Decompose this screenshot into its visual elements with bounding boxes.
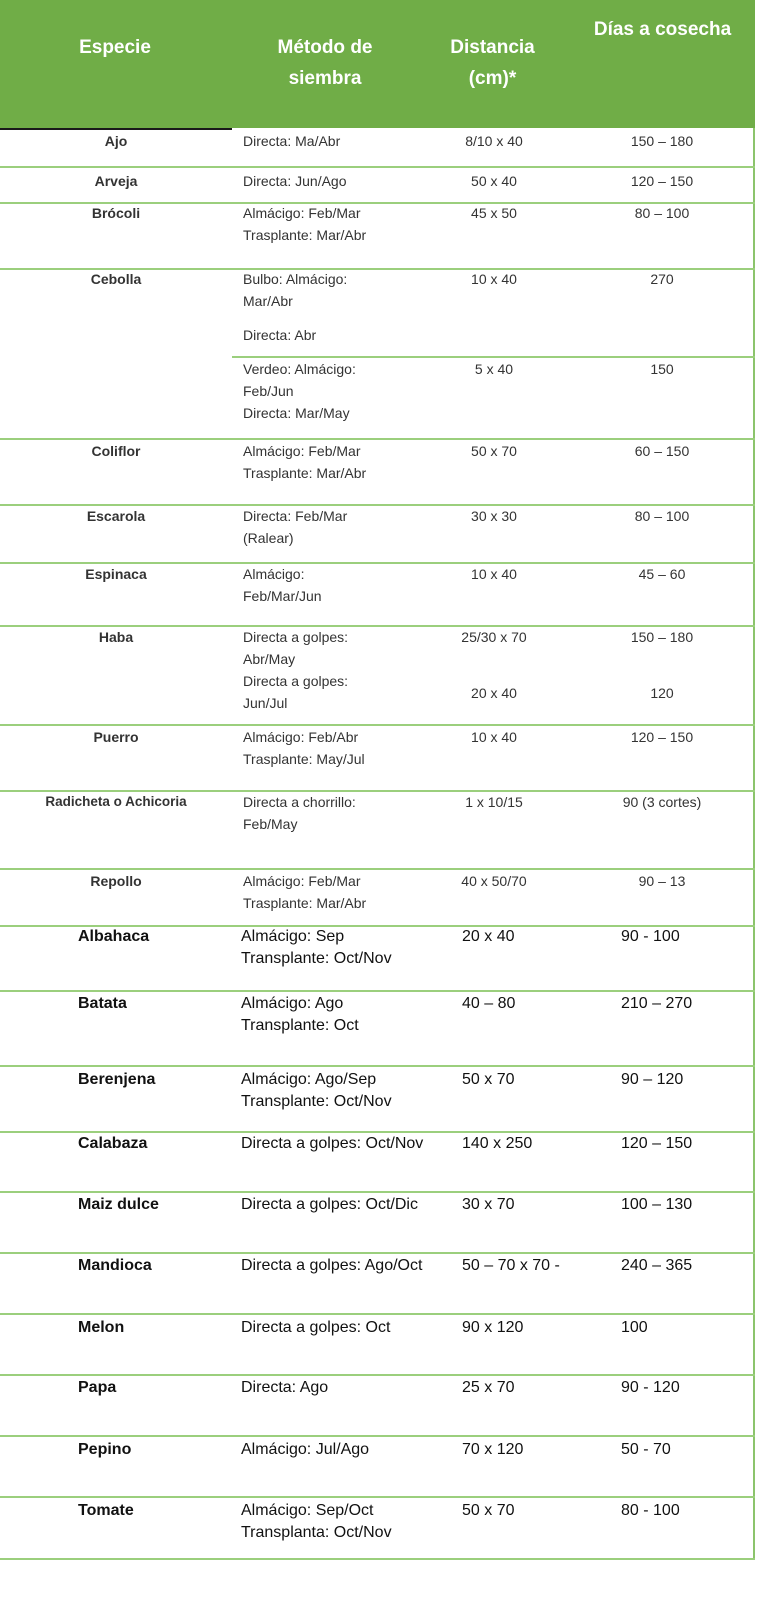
days-cell: 80 - 100 bbox=[621, 1502, 680, 1519]
table-header bbox=[0, 0, 755, 128]
species-cell: Espinaca bbox=[85, 566, 147, 582]
method-cell: Directa a golpes: Oct/Nov bbox=[241, 1135, 424, 1152]
table-row bbox=[0, 626, 784, 724]
days-cell: 270 bbox=[650, 271, 674, 287]
method-cell: Almácigo: Ago Transplante: Oct bbox=[241, 995, 359, 1034]
table-row bbox=[0, 358, 784, 438]
distance-cell: 50 x 70 bbox=[462, 1071, 515, 1088]
days-cell-2: 120 bbox=[650, 685, 674, 701]
distance-cell: 140 x 250 bbox=[462, 1135, 533, 1152]
days-cell: 100 – 130 bbox=[621, 1196, 693, 1213]
row-divider bbox=[0, 1313, 755, 1315]
distance-cell: 25/30 x 70 bbox=[461, 629, 527, 645]
method-cell: Directa: Jun/Ago bbox=[243, 173, 347, 189]
table-row bbox=[0, 926, 784, 990]
distance-cell: 25 x 70 bbox=[462, 1379, 515, 1396]
row-divider bbox=[0, 1496, 755, 1498]
table-row bbox=[0, 440, 784, 504]
table-row bbox=[0, 128, 784, 166]
days-cell: 150 bbox=[650, 361, 674, 377]
table-row bbox=[0, 1069, 784, 1131]
distance-cell-2: 20 x 40 bbox=[471, 685, 517, 701]
table-row bbox=[0, 268, 784, 356]
table-row bbox=[0, 505, 784, 562]
distance-cell: 50 – 70 x 70 - bbox=[462, 1257, 560, 1274]
species-cell: Pepino bbox=[78, 1441, 132, 1458]
days-cell: 80 – 100 bbox=[634, 508, 690, 524]
table-row bbox=[0, 1500, 784, 1558]
days-cell: 90 - 100 bbox=[621, 928, 680, 945]
table-row bbox=[0, 791, 784, 869]
days-cell: 60 – 150 bbox=[634, 443, 690, 459]
distance-cell: 10 x 40 bbox=[471, 271, 517, 287]
method-cell: Directa a golpes: Abr/May Directa a golpes: Jun/Jul bbox=[243, 629, 349, 711]
species-cell: Mandioca bbox=[78, 1257, 152, 1274]
days-cell: 80 – 100 bbox=[634, 205, 690, 221]
species-cell: Tomate bbox=[78, 1502, 134, 1519]
species-cell: Papa bbox=[78, 1379, 117, 1396]
species-cell: Coliflor bbox=[91, 443, 141, 459]
distance-cell: 8/10 x 40 bbox=[465, 133, 523, 149]
table-row bbox=[0, 993, 784, 1065]
method-cell: Almácigo: Feb/Mar Trasplante: Mar/Abr bbox=[243, 443, 367, 481]
species-cell: Arveja bbox=[94, 173, 138, 189]
species-cell: Ajo bbox=[104, 133, 128, 149]
days-cell: 120 – 150 bbox=[630, 173, 694, 189]
species-cell: Repollo bbox=[90, 873, 142, 889]
row-divider bbox=[0, 1374, 755, 1376]
method-cell: Directa: Feb/Mar (Ralear) bbox=[243, 508, 348, 546]
distance-cell: 10 x 40 bbox=[471, 566, 517, 582]
method-cell: Almácigo: Sep/Oct Transplanta: Oct/Nov bbox=[241, 1502, 392, 1541]
table-row bbox=[0, 202, 784, 268]
header-days: Días a cosecha bbox=[593, 19, 732, 40]
days-cell: 150 – 180 bbox=[630, 133, 694, 149]
table-row bbox=[0, 1255, 784, 1313]
days-cell: 50 - 70 bbox=[621, 1441, 671, 1458]
method-cell: Almácigo: Feb/Mar Trasplante: Mar/Abr bbox=[243, 205, 367, 243]
table-row bbox=[0, 168, 784, 202]
distance-cell: 40 x 50/70 bbox=[461, 873, 527, 889]
table-row bbox=[0, 870, 784, 925]
table-row bbox=[0, 563, 784, 625]
method-cell: Directa: Ago bbox=[241, 1379, 329, 1396]
method-cell: Verdeo: Almácigo: Feb/Jun Directa: Mar/May bbox=[243, 361, 356, 421]
distance-cell: 20 x 40 bbox=[462, 928, 515, 945]
distance-cell: 70 x 120 bbox=[462, 1441, 524, 1458]
days-cell: 210 – 270 bbox=[621, 995, 693, 1012]
distance-cell: 40 – 80 bbox=[462, 995, 516, 1012]
row-divider bbox=[0, 990, 755, 992]
distance-cell: 1 x 10/15 bbox=[465, 794, 523, 810]
table-row bbox=[0, 1194, 784, 1252]
distance-cell: 50 x 70 bbox=[471, 443, 517, 459]
row-divider bbox=[0, 1558, 755, 1560]
species-cell: Radicheta o Achicoria bbox=[45, 794, 187, 809]
days-cell: 45 – 60 bbox=[638, 566, 686, 582]
species-cell: Calabaza bbox=[78, 1135, 148, 1152]
species-cell: Brócoli bbox=[91, 205, 141, 221]
days-cell: 90 – 13 bbox=[638, 873, 686, 889]
row-divider bbox=[0, 1191, 755, 1193]
distance-cell: 30 x 30 bbox=[471, 508, 517, 524]
species-cell: Berenjena bbox=[78, 1071, 156, 1088]
days-cell: 120 – 150 bbox=[621, 1135, 693, 1152]
species-cell: Albahaca bbox=[78, 928, 150, 945]
species-cell: Puerro bbox=[93, 729, 139, 745]
row-divider bbox=[0, 1252, 755, 1254]
species-cell: Haba bbox=[98, 629, 134, 645]
header-distance: Distancia (cm)* bbox=[450, 37, 535, 89]
days-cell: 120 – 150 bbox=[630, 729, 694, 745]
header-method: Método de siembra bbox=[277, 37, 373, 89]
method-cell: Almácigo: Jul/Ago bbox=[241, 1441, 370, 1458]
species-cell: Escarola bbox=[86, 508, 146, 524]
distance-cell: 50 x 40 bbox=[471, 173, 517, 189]
days-cell: 90 – 120 bbox=[621, 1071, 684, 1088]
method-cell: Almácigo: Feb/Mar Trasplante: Mar/Abr bbox=[243, 873, 367, 911]
method-cell: Almácigo: Feb/Abr Trasplante: May/Jul bbox=[243, 729, 365, 767]
method-cell: Directa a golpes: Oct bbox=[241, 1319, 391, 1336]
distance-cell: 30 x 70 bbox=[462, 1196, 515, 1213]
method-cell: Almácigo: Feb/Mar/Jun bbox=[243, 566, 322, 604]
days-cell: 90 (3 cortes) bbox=[622, 794, 702, 810]
method-cell: Bulbo: Almácigo: Mar/Abr bbox=[243, 271, 348, 309]
method-extra-cell: Directa: Abr bbox=[243, 327, 317, 343]
table-row bbox=[0, 726, 784, 790]
species-cell: Melon bbox=[78, 1319, 125, 1336]
table-row bbox=[0, 1317, 784, 1375]
table-row bbox=[0, 1439, 784, 1497]
species-cell: Cebolla bbox=[90, 271, 142, 287]
method-cell: Directa a golpes: Oct/Dic bbox=[241, 1196, 418, 1213]
days-cell: 90 - 120 bbox=[621, 1379, 680, 1396]
row-divider bbox=[0, 1435, 755, 1437]
method-cell: Directa a chorrillo: Feb/May bbox=[243, 794, 356, 832]
table-row bbox=[0, 1133, 784, 1191]
species-cell: Maiz dulce bbox=[78, 1196, 159, 1213]
days-cell: 100 bbox=[621, 1319, 648, 1336]
days-cell: 240 – 365 bbox=[621, 1257, 693, 1274]
row-divider bbox=[0, 1065, 755, 1067]
method-cell: Directa: Ma/Abr bbox=[243, 133, 341, 149]
method-cell: Almácigo: Ago/Sep Transplante: Oct/Nov bbox=[241, 1071, 392, 1110]
species-cell: Batata bbox=[78, 995, 127, 1012]
method-cell: Almácigo: Sep Transplante: Oct/Nov bbox=[241, 928, 392, 967]
distance-cell: 5 x 40 bbox=[474, 361, 514, 377]
distance-cell: 10 x 40 bbox=[471, 729, 517, 745]
distance-cell: 45 x 50 bbox=[471, 205, 517, 221]
distance-cell: 50 x 70 bbox=[462, 1502, 515, 1519]
days-cell: 150 – 180 bbox=[630, 629, 694, 645]
distance-cell: 90 x 120 bbox=[462, 1319, 524, 1336]
table-row bbox=[0, 1377, 784, 1435]
header-species: Especie bbox=[79, 37, 151, 58]
method-cell: Directa a golpes: Ago/Oct bbox=[241, 1257, 423, 1274]
